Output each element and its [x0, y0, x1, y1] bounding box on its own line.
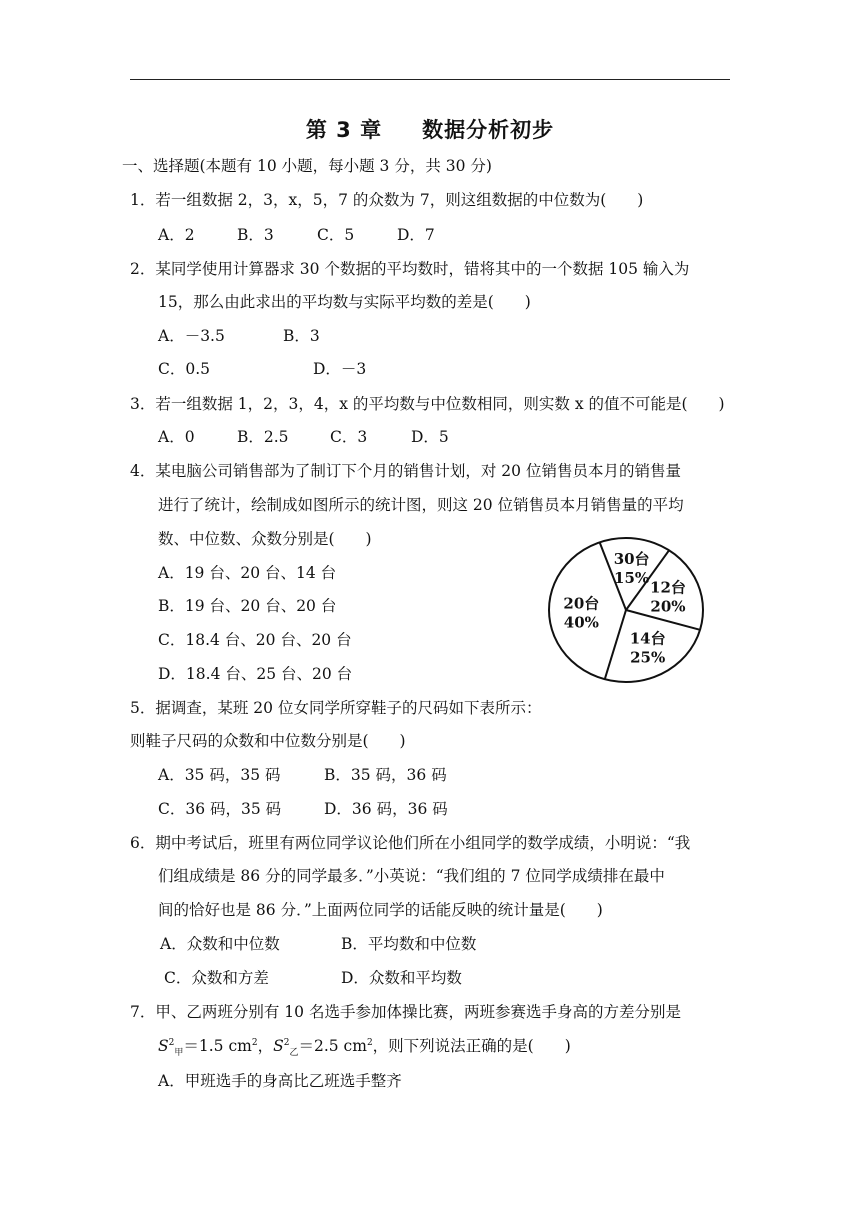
variance-separator: ， — [257, 1037, 274, 1055]
q6-option-d: D．众数和平均数 — [341, 969, 462, 987]
pie-slice-label-2: 12台 — [650, 578, 686, 597]
question-5-line-2: 则鞋子尺码的众数和中位数分别是( ) — [130, 732, 406, 750]
q3-option-a: A．0 — [158, 428, 195, 446]
variance-sub-yi: 乙 — [289, 1048, 299, 1059]
variance-exponent-yi: 2 — [283, 1037, 290, 1048]
unit-exponent-yi: 2 — [366, 1037, 373, 1048]
variance-sub-jia: 甲 — [174, 1048, 184, 1059]
q3-option-d: D．5 — [411, 428, 449, 446]
question-6-line-2: 们组成绩是 86 分的同学最多．”小英说：“我们组的 7 位同学成绩排在最中 — [158, 867, 665, 885]
q4-option-d: D．18.4 台、25 台、20 台 — [158, 665, 353, 683]
q5-option-d: D．36 码，36 码 — [324, 800, 448, 818]
q1-option-d: D．7 — [397, 226, 435, 244]
q5-option-c: C．36 码，35 码 — [158, 800, 282, 818]
pie-slice-label-4: 20台 — [563, 594, 600, 613]
q2-option-c: C．0.5 — [158, 360, 211, 378]
chapter-title: 数据分析初步 — [422, 118, 555, 142]
q5-option-b: B．35 码，36 码 — [324, 766, 447, 784]
q7-option-a: A．甲班选手的身高比乙班选手整齐 — [158, 1072, 402, 1090]
question-7-line-2 — [158, 1035, 571, 1057]
question-4-line-1: 4．某电脑公司销售部为了制订下个月的销售计划，对 20 位销售员本月的销售量 — [130, 462, 681, 480]
q4-option-b: B．19 台、20 台、20 台 — [158, 597, 337, 615]
question-6-line-1: 6．期中考试后，班里有两位同学议论他们所在小组同学的数学成绩，小明说：“我 — [130, 834, 691, 852]
q6-option-c: C．众数和方差 — [164, 969, 269, 987]
pie-slice-percent-3: 25% — [630, 648, 666, 667]
chapter-label: 第 3 章 — [305, 118, 383, 142]
q3-option-b: B．2.5 — [237, 428, 289, 446]
q6-option-b: B．平均数和中位数 — [341, 935, 477, 953]
q5-option-a: A．35 码，35 码 — [158, 766, 281, 784]
q4-option-c: C．18.4 台、20 台、20 台 — [158, 631, 352, 649]
section-heading: 一、选择题(本题有 10 小题，每小题 3 分，共 30 分) — [122, 157, 492, 175]
q1-option-a: A．2 — [158, 226, 195, 244]
sales-pie-chart — [540, 536, 720, 692]
q6-option-a: A．众数和中位数 — [160, 935, 280, 953]
q1-option-b: B．3 — [237, 226, 274, 244]
q2-option-a: A．－3.5 — [158, 327, 225, 345]
page-title — [0, 114, 860, 144]
q2-option-b: B．3 — [283, 327, 320, 345]
pie-slice-boundary-4 — [605, 610, 626, 679]
variance-symbol-yi: S — [273, 1037, 284, 1055]
pie-slice-label-1: 30台 — [613, 550, 650, 569]
q2-option-d: D．－3 — [313, 360, 367, 378]
question-2-line-2: 15，那么由此求出的平均数与实际平均数的差是( ) — [158, 293, 531, 311]
pie-slice-percent-2: 20% — [650, 597, 686, 616]
question-7-tail: ，则下列说法正确的是( ) — [372, 1037, 571, 1055]
question-2-line-1: 2．某同学使用计算器求 30 个数据的平均数时，错将其中的一个数据 105 输入为 — [130, 260, 690, 278]
pie-slice-label-3: 14台 — [629, 629, 666, 648]
pie-slice-percent-1: 15% — [614, 569, 650, 588]
question-6-line-3: 间的恰好也是 86 分．”上面两位同学的话能反映的统计量是( ) — [158, 901, 603, 919]
pie-slice-percent-4: 40% — [563, 613, 599, 632]
variance-symbol-jia: S — [158, 1037, 169, 1055]
variance-value-yi: ＝2.5 cm — [298, 1037, 367, 1055]
question-3: 3．若一组数据 1，2，3，4，x 的平均数与中位数相同，则实数 x 的值不可能是( ) — [130, 395, 725, 413]
question-5-line-1: 5．据调查，某班 20 位女同学所穿鞋子的尺码如下表所示： — [130, 699, 542, 717]
question-4-line-3: 数、中位数、众数分别是( ) — [158, 530, 372, 548]
q1-option-c: C．5 — [317, 226, 355, 244]
unit-exponent-jia: 2 — [251, 1037, 258, 1048]
q4-option-a: A．19 台、20 台、14 台 — [158, 564, 337, 582]
question-4-line-2: 进行了统计，绘制成如图所示的统计图，则这 20 位销售员本月销售量的平均 — [158, 496, 684, 514]
variance-value-jia: ＝1.5 cm — [183, 1037, 252, 1055]
header-rule — [130, 79, 730, 80]
question-7-line-1: 7．甲、乙两班分别有 10 名选手参加体操比赛，两班参赛选手身高的方差分别是 — [130, 1003, 681, 1021]
question-1: 1．若一组数据 2，3，x，5，7 的众数为 7，则这组数据的中位数为( ) — [130, 191, 644, 209]
q3-option-c: C．3 — [330, 428, 368, 446]
variance-exponent-jia: 2 — [168, 1037, 175, 1048]
